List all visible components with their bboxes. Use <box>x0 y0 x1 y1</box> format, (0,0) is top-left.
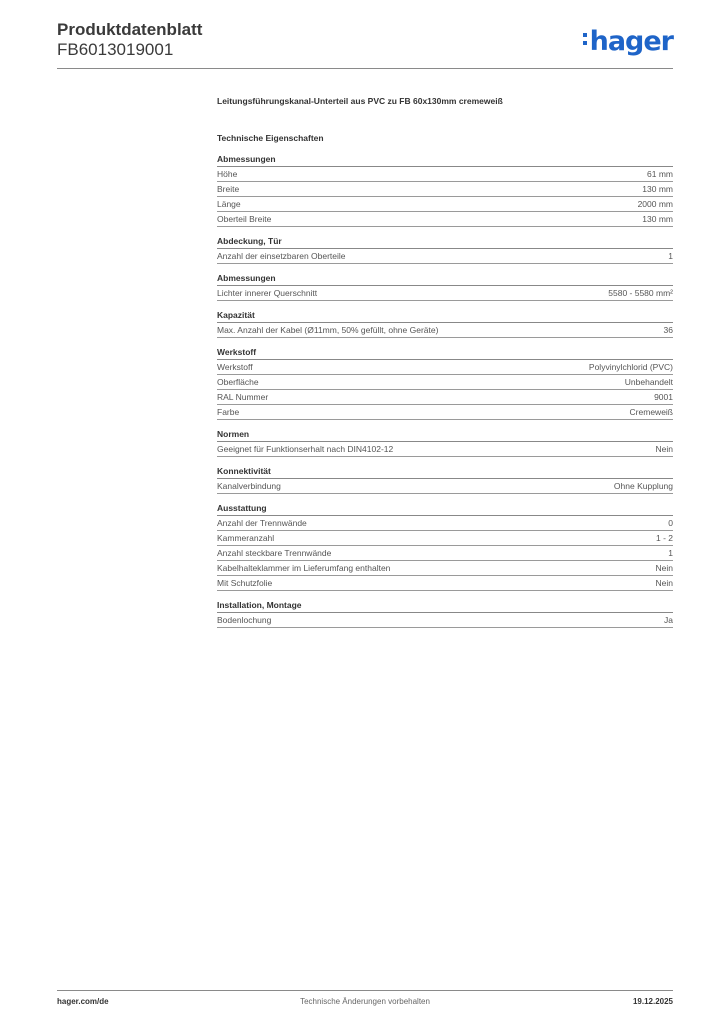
property-value: 1 <box>668 250 673 261</box>
property-label: Anzahl der einsetzbaren Oberteile <box>217 250 346 261</box>
property-group <box>217 273 673 301</box>
property-row <box>217 531 673 546</box>
property-row <box>217 405 673 420</box>
group-title: Konnektivität <box>217 466 673 479</box>
property-row <box>217 182 673 197</box>
group-title: Abmessungen <box>217 273 673 286</box>
property-row <box>217 576 673 591</box>
section-title: Technische Eigenschaften <box>217 133 324 143</box>
property-group <box>217 347 673 420</box>
property-label: Werkstoff <box>217 361 253 372</box>
property-value: 130 mm <box>642 183 673 194</box>
group-title: Ausstattung <box>217 503 673 516</box>
property-groups <box>217 154 673 628</box>
property-label: Geeignet für Funktionserhalt nach DIN4102-12 <box>217 443 394 454</box>
property-value: 0 <box>668 517 673 528</box>
property-row <box>217 360 673 375</box>
hager-logo <box>583 26 673 57</box>
property-value: Nein <box>655 577 673 588</box>
datasheet-content <box>217 96 673 637</box>
property-group <box>217 154 673 227</box>
property-row <box>217 479 673 494</box>
property-value: 130 mm <box>642 213 673 224</box>
footer-date: 19.12.2025 <box>632 997 673 1006</box>
property-label: Farbe <box>217 406 240 417</box>
property-row <box>217 286 673 301</box>
group-title: Werkstoff <box>217 347 673 360</box>
property-row <box>217 212 673 227</box>
property-label: Bodenlochung <box>217 614 272 625</box>
property-value: 61 mm <box>647 168 673 179</box>
footer-divider <box>57 990 673 991</box>
property-label: Oberfläche <box>217 376 259 387</box>
property-label: Oberteil Breite <box>217 213 272 224</box>
property-label: Höhe <box>217 168 238 179</box>
logo-text: hager <box>589 26 673 57</box>
property-row <box>217 390 673 405</box>
group-title: Installation, Montage <box>217 600 673 613</box>
property-value: 1 <box>668 547 673 558</box>
property-value: Unbehandelt <box>624 376 673 387</box>
property-row <box>217 167 673 182</box>
property-group <box>217 236 673 264</box>
group-title: Abmessungen <box>217 154 673 167</box>
footer-notice: Technische Änderungen vorbehalten <box>300 997 430 1006</box>
property-label: RAL Nummer <box>217 391 269 402</box>
property-group <box>217 310 673 338</box>
property-value: Nein <box>655 562 673 573</box>
property-label: Anzahl der Trennwände <box>217 517 307 528</box>
property-label: Länge <box>217 198 241 209</box>
property-label: Max. Anzahl der Kabel (Ø11mm, 50% gefüllt, ohne Geräte) <box>217 324 439 335</box>
property-value: Ohne Kupplung <box>613 480 673 491</box>
group-title: Abdeckung, Tür <box>217 236 673 249</box>
property-value: 36 <box>663 324 673 335</box>
property-label: Kammeranzahl <box>217 532 275 543</box>
property-group <box>217 503 673 591</box>
group-title: Kapazität <box>217 310 673 323</box>
property-row <box>217 546 673 561</box>
property-label: Kabelhalteklammer im Lieferumfang enthalten <box>217 562 391 573</box>
page-header <box>57 20 673 60</box>
property-row <box>217 249 673 264</box>
property-value: Ja <box>664 614 673 625</box>
header-divider <box>57 68 673 69</box>
property-value: 9001 <box>654 391 673 402</box>
property-row <box>217 613 673 628</box>
product-title: Leitungsführungskanal-Unterteil aus PVC zu FB 60x130mm cremeweiß <box>217 96 503 106</box>
property-value: 1 - 2 <box>655 532 673 543</box>
property-group <box>217 429 673 457</box>
property-value: Cremeweiß <box>629 406 673 417</box>
property-label: Kanalverbindung <box>217 480 281 491</box>
footer-website: hager.com/de <box>57 997 109 1006</box>
property-label: Breite <box>217 183 240 194</box>
property-row <box>217 516 673 531</box>
property-value: Polyvinylchlorid (PVC) <box>588 361 673 372</box>
property-row <box>217 197 673 212</box>
logo-dots-icon <box>583 33 587 49</box>
group-title: Normen <box>217 429 673 442</box>
property-row <box>217 442 673 457</box>
property-value: Nein <box>655 443 673 454</box>
property-row <box>217 561 673 576</box>
property-value: 2000 mm <box>637 198 673 209</box>
property-row <box>217 323 673 338</box>
document-title: Produktdatenblatt <box>57 20 203 39</box>
property-row <box>217 375 673 390</box>
property-label: Anzahl steckbare Trennwände <box>217 547 332 558</box>
document-number: FB6013019001 <box>57 40 174 59</box>
property-group <box>217 600 673 628</box>
property-group <box>217 466 673 494</box>
property-label: Lichter innerer Querschnitt <box>217 287 318 298</box>
property-label: Mit Schutzfolie <box>217 577 273 588</box>
property-value: 5580 - 5580 mm² <box>608 287 673 298</box>
